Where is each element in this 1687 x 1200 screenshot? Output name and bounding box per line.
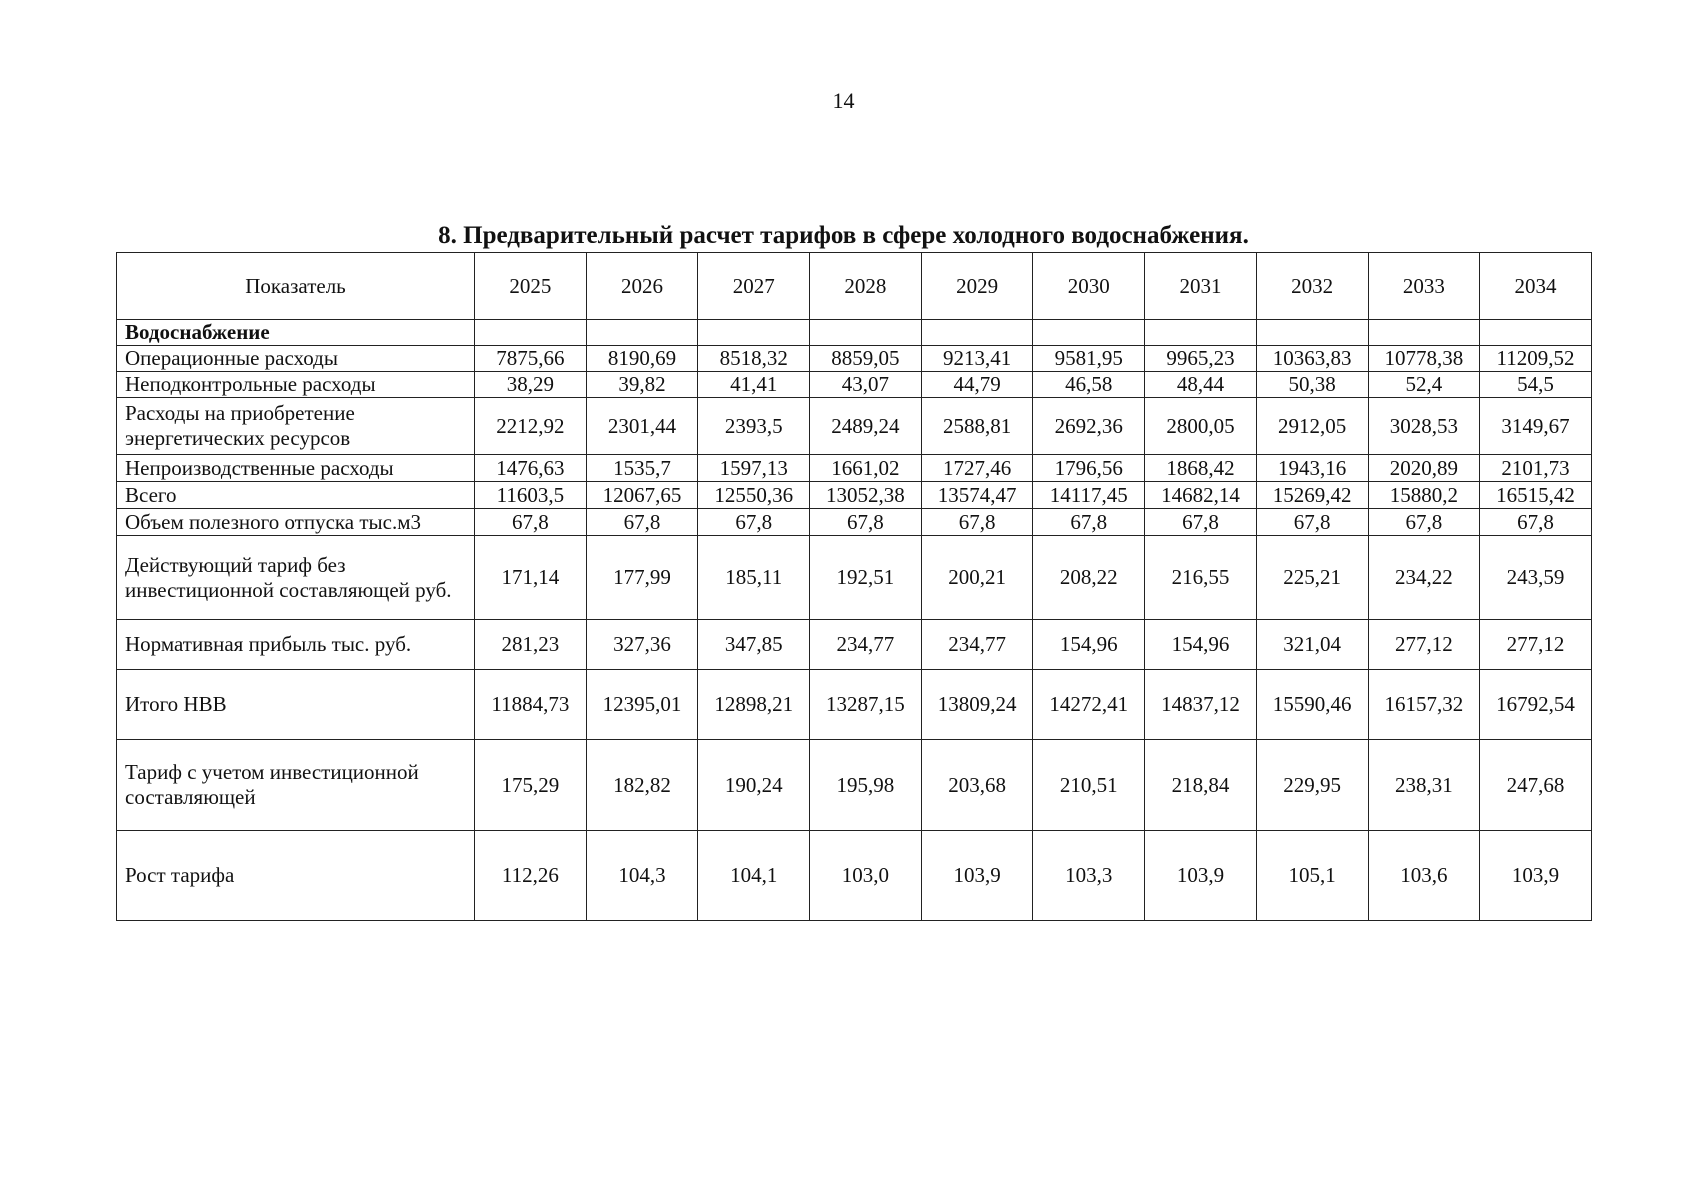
- table-cell: 7875,66: [475, 346, 587, 372]
- table-cell: 2912,05: [1256, 398, 1368, 455]
- table-cell: 277,12: [1480, 620, 1592, 670]
- table-cell: 46,58: [1033, 372, 1145, 398]
- table-cell: 192,51: [810, 536, 922, 620]
- table-cell: 229,95: [1256, 740, 1368, 831]
- table-cell: 243,59: [1480, 536, 1592, 620]
- table-cell: 154,96: [1033, 620, 1145, 670]
- table-header-row: [117, 253, 1592, 320]
- table-cell: 10363,83: [1256, 346, 1368, 372]
- table-cell: 154,96: [1145, 620, 1257, 670]
- table-cell: 13574,47: [921, 482, 1033, 509]
- table-cell: 16157,32: [1368, 670, 1480, 740]
- table-cell: 38,29: [475, 372, 587, 398]
- table-cell: 1943,16: [1256, 455, 1368, 482]
- table-cell: 3028,53: [1368, 398, 1480, 455]
- table-cell: 103,9: [921, 831, 1033, 921]
- table-cell: 1661,02: [810, 455, 922, 482]
- table-cell: 234,77: [810, 620, 922, 670]
- table-cell: 67,8: [921, 509, 1033, 536]
- section-label: Водоснабжение: [117, 320, 475, 346]
- header-cell-year: 2026: [586, 253, 698, 320]
- table-cell: 104,3: [586, 831, 698, 921]
- table-cell: 203,68: [921, 740, 1033, 831]
- table-cell: 225,21: [1256, 536, 1368, 620]
- table-cell: 50,38: [1256, 372, 1368, 398]
- tariff-table: [116, 252, 1592, 921]
- table-cell: 2588,81: [921, 398, 1033, 455]
- table-row: [117, 398, 1592, 455]
- table-cell: 15880,2: [1368, 482, 1480, 509]
- table-cell: 8859,05: [810, 346, 922, 372]
- table-cell: 15269,42: [1256, 482, 1368, 509]
- row-label: Расходы на приобретение энергетических ресурсов: [117, 398, 475, 455]
- table-cell: 67,8: [810, 509, 922, 536]
- table-cell: 2212,92: [475, 398, 587, 455]
- header-cell-year: 2031: [1145, 253, 1257, 320]
- table-cell: 13052,38: [810, 482, 922, 509]
- row-label: Тариф с учетом инвестиционной составляющей: [117, 740, 475, 831]
- table-cell: 277,12: [1368, 620, 1480, 670]
- table-cell: 2692,36: [1033, 398, 1145, 455]
- header-cell-year: 2028: [810, 253, 922, 320]
- table-cell: 2393,5: [698, 398, 810, 455]
- table-cell: 16792,54: [1480, 670, 1592, 740]
- section-row-water-supply: [117, 320, 1592, 346]
- table-row: [117, 346, 1592, 372]
- table-cell: 14272,41: [1033, 670, 1145, 740]
- table-cell: 210,51: [1033, 740, 1145, 831]
- table-cell: 9581,95: [1033, 346, 1145, 372]
- table-cell: 1597,13: [698, 455, 810, 482]
- table-cell: 2101,73: [1480, 455, 1592, 482]
- table-cell: 67,8: [1145, 509, 1257, 536]
- table-cell: 281,23: [475, 620, 587, 670]
- table-cell: 54,5: [1480, 372, 1592, 398]
- table-cell: 10778,38: [1368, 346, 1480, 372]
- table-cell: 103,9: [1480, 831, 1592, 921]
- table-cell: 112,26: [475, 831, 587, 921]
- table-cell: 41,41: [698, 372, 810, 398]
- table-cell: 12395,01: [586, 670, 698, 740]
- table-cell: 327,36: [586, 620, 698, 670]
- table-cell: 39,82: [586, 372, 698, 398]
- table-row: [117, 509, 1592, 536]
- table-cell: 185,11: [698, 536, 810, 620]
- table-cell: 218,84: [1145, 740, 1257, 831]
- table-cell: 105,1: [1256, 831, 1368, 921]
- table-cell: 238,31: [1368, 740, 1480, 831]
- table-cell: 67,8: [586, 509, 698, 536]
- table-cell: 9213,41: [921, 346, 1033, 372]
- table-cell: 195,98: [810, 740, 922, 831]
- table-cell: 1535,7: [586, 455, 698, 482]
- table-row: [117, 536, 1592, 620]
- row-label: Неподконтрольные расходы: [117, 372, 475, 398]
- row-label: Нормативная прибыль тыс. руб.: [117, 620, 475, 670]
- table-cell: 247,68: [1480, 740, 1592, 831]
- table-cell: 11884,73: [475, 670, 587, 740]
- header-cell-year: 2027: [698, 253, 810, 320]
- table-cell: 12898,21: [698, 670, 810, 740]
- table-cell: 15590,46: [1256, 670, 1368, 740]
- table-cell: 43,07: [810, 372, 922, 398]
- table-row: [117, 670, 1592, 740]
- table-cell: 9965,23: [1145, 346, 1257, 372]
- table-cell: 2489,24: [810, 398, 922, 455]
- table-cell: 347,85: [698, 620, 810, 670]
- table-cell: 208,22: [1033, 536, 1145, 620]
- table-cell: 48,44: [1145, 372, 1257, 398]
- row-label: Всего: [117, 482, 475, 509]
- header-cell-year: 2032: [1256, 253, 1368, 320]
- table-row: [117, 482, 1592, 509]
- table-cell: 216,55: [1145, 536, 1257, 620]
- table-cell: 13287,15: [810, 670, 922, 740]
- table-cell: 8190,69: [586, 346, 698, 372]
- table-cell: 67,8: [1256, 509, 1368, 536]
- table-cell: 1476,63: [475, 455, 587, 482]
- header-cell-year: 2029: [921, 253, 1033, 320]
- table-cell: 2301,44: [586, 398, 698, 455]
- table-cell: 14837,12: [1145, 670, 1257, 740]
- table-cell: 67,8: [698, 509, 810, 536]
- table-cell: 103,3: [1033, 831, 1145, 921]
- table-cell: 182,82: [586, 740, 698, 831]
- table-cell: 3149,67: [1480, 398, 1592, 455]
- page-number: 14: [832, 88, 855, 113]
- table-cell: 14682,14: [1145, 482, 1257, 509]
- table-cell: 103,0: [810, 831, 922, 921]
- table-cell: 11209,52: [1480, 346, 1592, 372]
- table-cell: 175,29: [475, 740, 587, 831]
- table-row: [117, 620, 1592, 670]
- table-row: [117, 740, 1592, 831]
- table-cell: 234,77: [921, 620, 1033, 670]
- table-cell: 200,21: [921, 536, 1033, 620]
- table-cell: 321,04: [1256, 620, 1368, 670]
- row-label: Итого НВВ: [117, 670, 475, 740]
- table-cell: 103,9: [1145, 831, 1257, 921]
- table-cell: 12067,65: [586, 482, 698, 509]
- header-cell-year: 2025: [475, 253, 587, 320]
- table-cell: 2020,89: [1368, 455, 1480, 482]
- header-cell-year: 2030: [1033, 253, 1145, 320]
- table-cell: 11603,5: [475, 482, 587, 509]
- table-cell: 1868,42: [1145, 455, 1257, 482]
- table-cell: 16515,42: [1480, 482, 1592, 509]
- table-cell: 2800,05: [1145, 398, 1257, 455]
- table-cell: 52,4: [1368, 372, 1480, 398]
- table-cell: 8518,32: [698, 346, 810, 372]
- table-row: [117, 831, 1592, 921]
- table-cell: 234,22: [1368, 536, 1480, 620]
- row-label: Действующий тариф без инвестиционной составляющей руб.: [117, 536, 475, 620]
- table-cell: 13809,24: [921, 670, 1033, 740]
- table-row: [117, 455, 1592, 482]
- table-cell: 103,6: [1368, 831, 1480, 921]
- table-cell: 44,79: [921, 372, 1033, 398]
- header-cell-year: 2033: [1368, 253, 1480, 320]
- table-cell: 14117,45: [1033, 482, 1145, 509]
- table-cell: 67,8: [1033, 509, 1145, 536]
- table-cell: 67,8: [475, 509, 587, 536]
- table-cell: 177,99: [586, 536, 698, 620]
- document-title: 8. Предварительный расчет тарифов в сфере холодного водоснабжения.: [438, 222, 1249, 249]
- table-row: [117, 372, 1592, 398]
- table-cell: 1796,56: [1033, 455, 1145, 482]
- table-cell: 1727,46: [921, 455, 1033, 482]
- row-label: Рост тарифа: [117, 831, 475, 921]
- row-label: Объем полезного отпуска тыс.м3: [117, 509, 475, 536]
- table-cell: 190,24: [698, 740, 810, 831]
- header-cell-year: 2034: [1480, 253, 1592, 320]
- row-label: Операционные расходы: [117, 346, 475, 372]
- table-cell: 171,14: [475, 536, 587, 620]
- header-cell-indicator: Показатель: [117, 253, 475, 320]
- row-label: Непроизводственные расходы: [117, 455, 475, 482]
- table-cell: 104,1: [698, 831, 810, 921]
- table-cell: 12550,36: [698, 482, 810, 509]
- table-cell: 67,8: [1368, 509, 1480, 536]
- table-cell: 67,8: [1480, 509, 1592, 536]
